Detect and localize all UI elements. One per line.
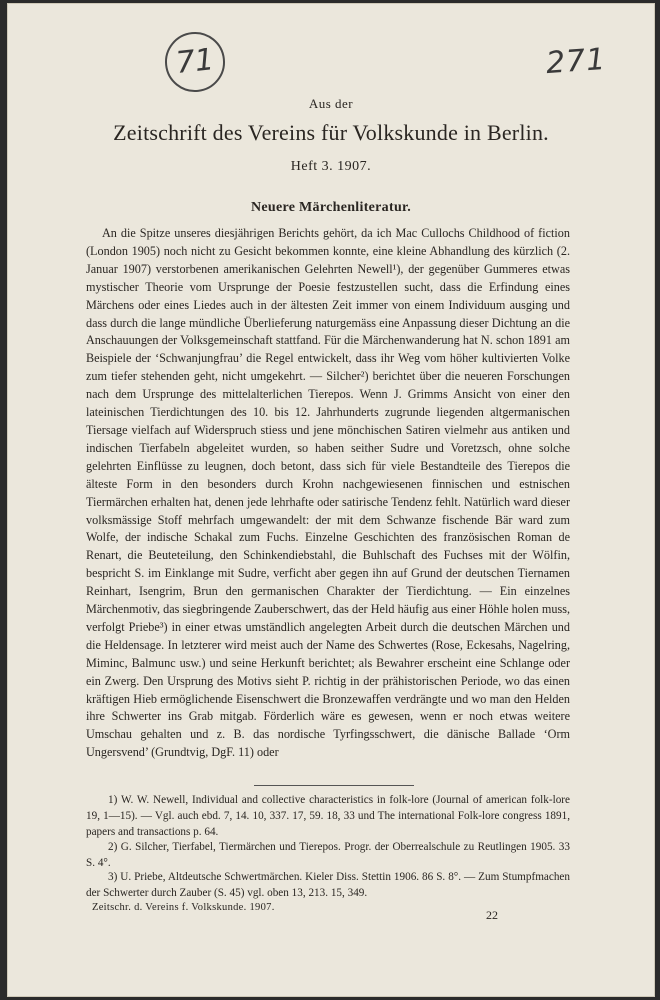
issue-line: Heft 3. 1907.: [290, 159, 372, 174]
body-paragraph: An die Spitze unseres diesjährigen Berichts gehört, da ich Mac Cullochs Childhood of fiction (London 1905) noch nicht zu Gesicht bekommen konnte, eine kleine Abhandlung des kürzlich (2. Januar 1907) verstorbenen amerikanischen Gelehrten Newell¹), der gegenüber Gummeres etwas mystischer Theorie vom Ursprunge der Poesie festzustellen sucht, dass die Erfindung eines Märchens oder eines Liedes auch in der ältesten Zeit immer von einem Individuum ausging und dass durch die lange mündliche Überlieferung naturgemäss eine Anpassung dieser Dichtung an die Anschauungen der Volksgemeinschaft stattfand. Für die Märchenwanderung hat N. schon 1891 am Beispiele der ‘Schwanjungfrau’ die Regel entwickelt, dass ihr Weg vom höher kultivierten Volke zum tiefer stehenden geht, nicht umgekehrt. — Silcher²) berichtet über die neueren Forschungen nach dem Ursprunge des mittelalterlichen Tierepos. Wenn J. Grimms Ansicht von einer den lateinischen Tierdichtungen des 10. bis 12. Jahrhunderts zugrunde liegenden altgermanischen Tiersage vielfach auf Widerspruch stiess und jene mönchischen Satiren vielmehr aus antiken und indischen Tierfabeln abgeleitet wurden, so haben seither Sudre und Voretzsch, ohne solche gelehrten Einflüsse zu leugnen, doch betont, dass sich für viele Bestandteile des Tierepos die älteste Form in den besonders durch Krohn nachgewiesenen finnischen und estnischen Tiermärchen erhalten hat, denen jede lehrhafte oder satirische Tendenz fehlt. Natürlich ward dieser volksmässige Stoff mehrfach umgewandelt: der mit dem Schwanze fischende Bär ward zum Wolfe, der indische Schakal zum Fuchs. Einzelne Geschichten des französischen Roman de Renart, die Beuteteilung, den Schinkendiebstahl, die Buhlschaft des Fuchses mit der Wölfin, bespricht S. im Einklange mit Sudre, verficht aber gegen ihn auf Grund der deutschen Tiernamen Reinhart, Isengrim, Brun den germanischen Charakter der Tierdichtung. — Ein einzelnes Märchenmotiv, das siegbringende Zauberschwert, das der Held häufig aus einer Höhle holen muss, verfolgt Priebe³) in einer etwas umständlich angelegten Arbeit durch die deutschen Märchen und die Heldensage. In letzterer wird meist auch der Name des Schwertes (Rose, Eckesahs, Nagelring, Miminc, Balmunc usw.) und seine Herkunft berichtet; als Bewahrer erscheint eine Schlange oder ein Zwerg. Den Ursprung des Motivs sieht P. richtig in der prähistorischen Periode, wo das einen kräftigen Hieb ermöglichende Eisenschwert die Bronzewaffen verdrängte und wo man den Helden ihre Schwerter ins Grab mitgab. Förderlich wäre es gewesen, wenn er noch etwas weitere Umschau gehalten und z. B. das nordische Tyrfingsschwert, die dänische Ballade ‘Orm Ungersvend’ (Grundtvig, DgF. 11) oder: [86, 226, 570, 760]
footnote-divider: [254, 785, 414, 786]
journal-title: Zeitschrift des Vereins für Volkskunde in Berlin.: [113, 120, 549, 145]
footer-journal: Zeitschr. d. Vereins f. Volkskunde. 1907.: [92, 902, 275, 913]
footnote-1: 1) W. W. Newell, Individual and collective characteristics in folk-lore (Journal of american folk-lore 19, 1—15). — Vgl. auch ebd. 7, 14. 10, 337. 17, 59. 18, 33 und The international Folk-lore congress 1891, papers and transactions p. 64.: [86, 794, 570, 838]
footnote-2: 2) G. Silcher, Tierfabel, Tiermärchen und Tierepos. Progr. der Oberrealschule zu Reutlingen 1905. 33 S. 4°.: [86, 841, 570, 869]
footer-signature: 22: [486, 908, 498, 922]
section-title: Neuere Märchenliteratur.: [250, 200, 412, 215]
handwritten-circled-number: 71: [162, 29, 228, 95]
footnote-3: 3) U. Priebe, Altdeutsche Schwertmärchen. Kieler Diss. Stettin 1906. 86 S. 8°. — Zum Stumpfmachen der Schwerter durch Zauber (S. 45) vgl. oben 13, 213. 15, 349.: [86, 871, 570, 899]
header-prefix: Aus der: [308, 96, 354, 111]
handwritten-page-number: 271: [544, 41, 608, 82]
document-page: [8, 4, 654, 996]
